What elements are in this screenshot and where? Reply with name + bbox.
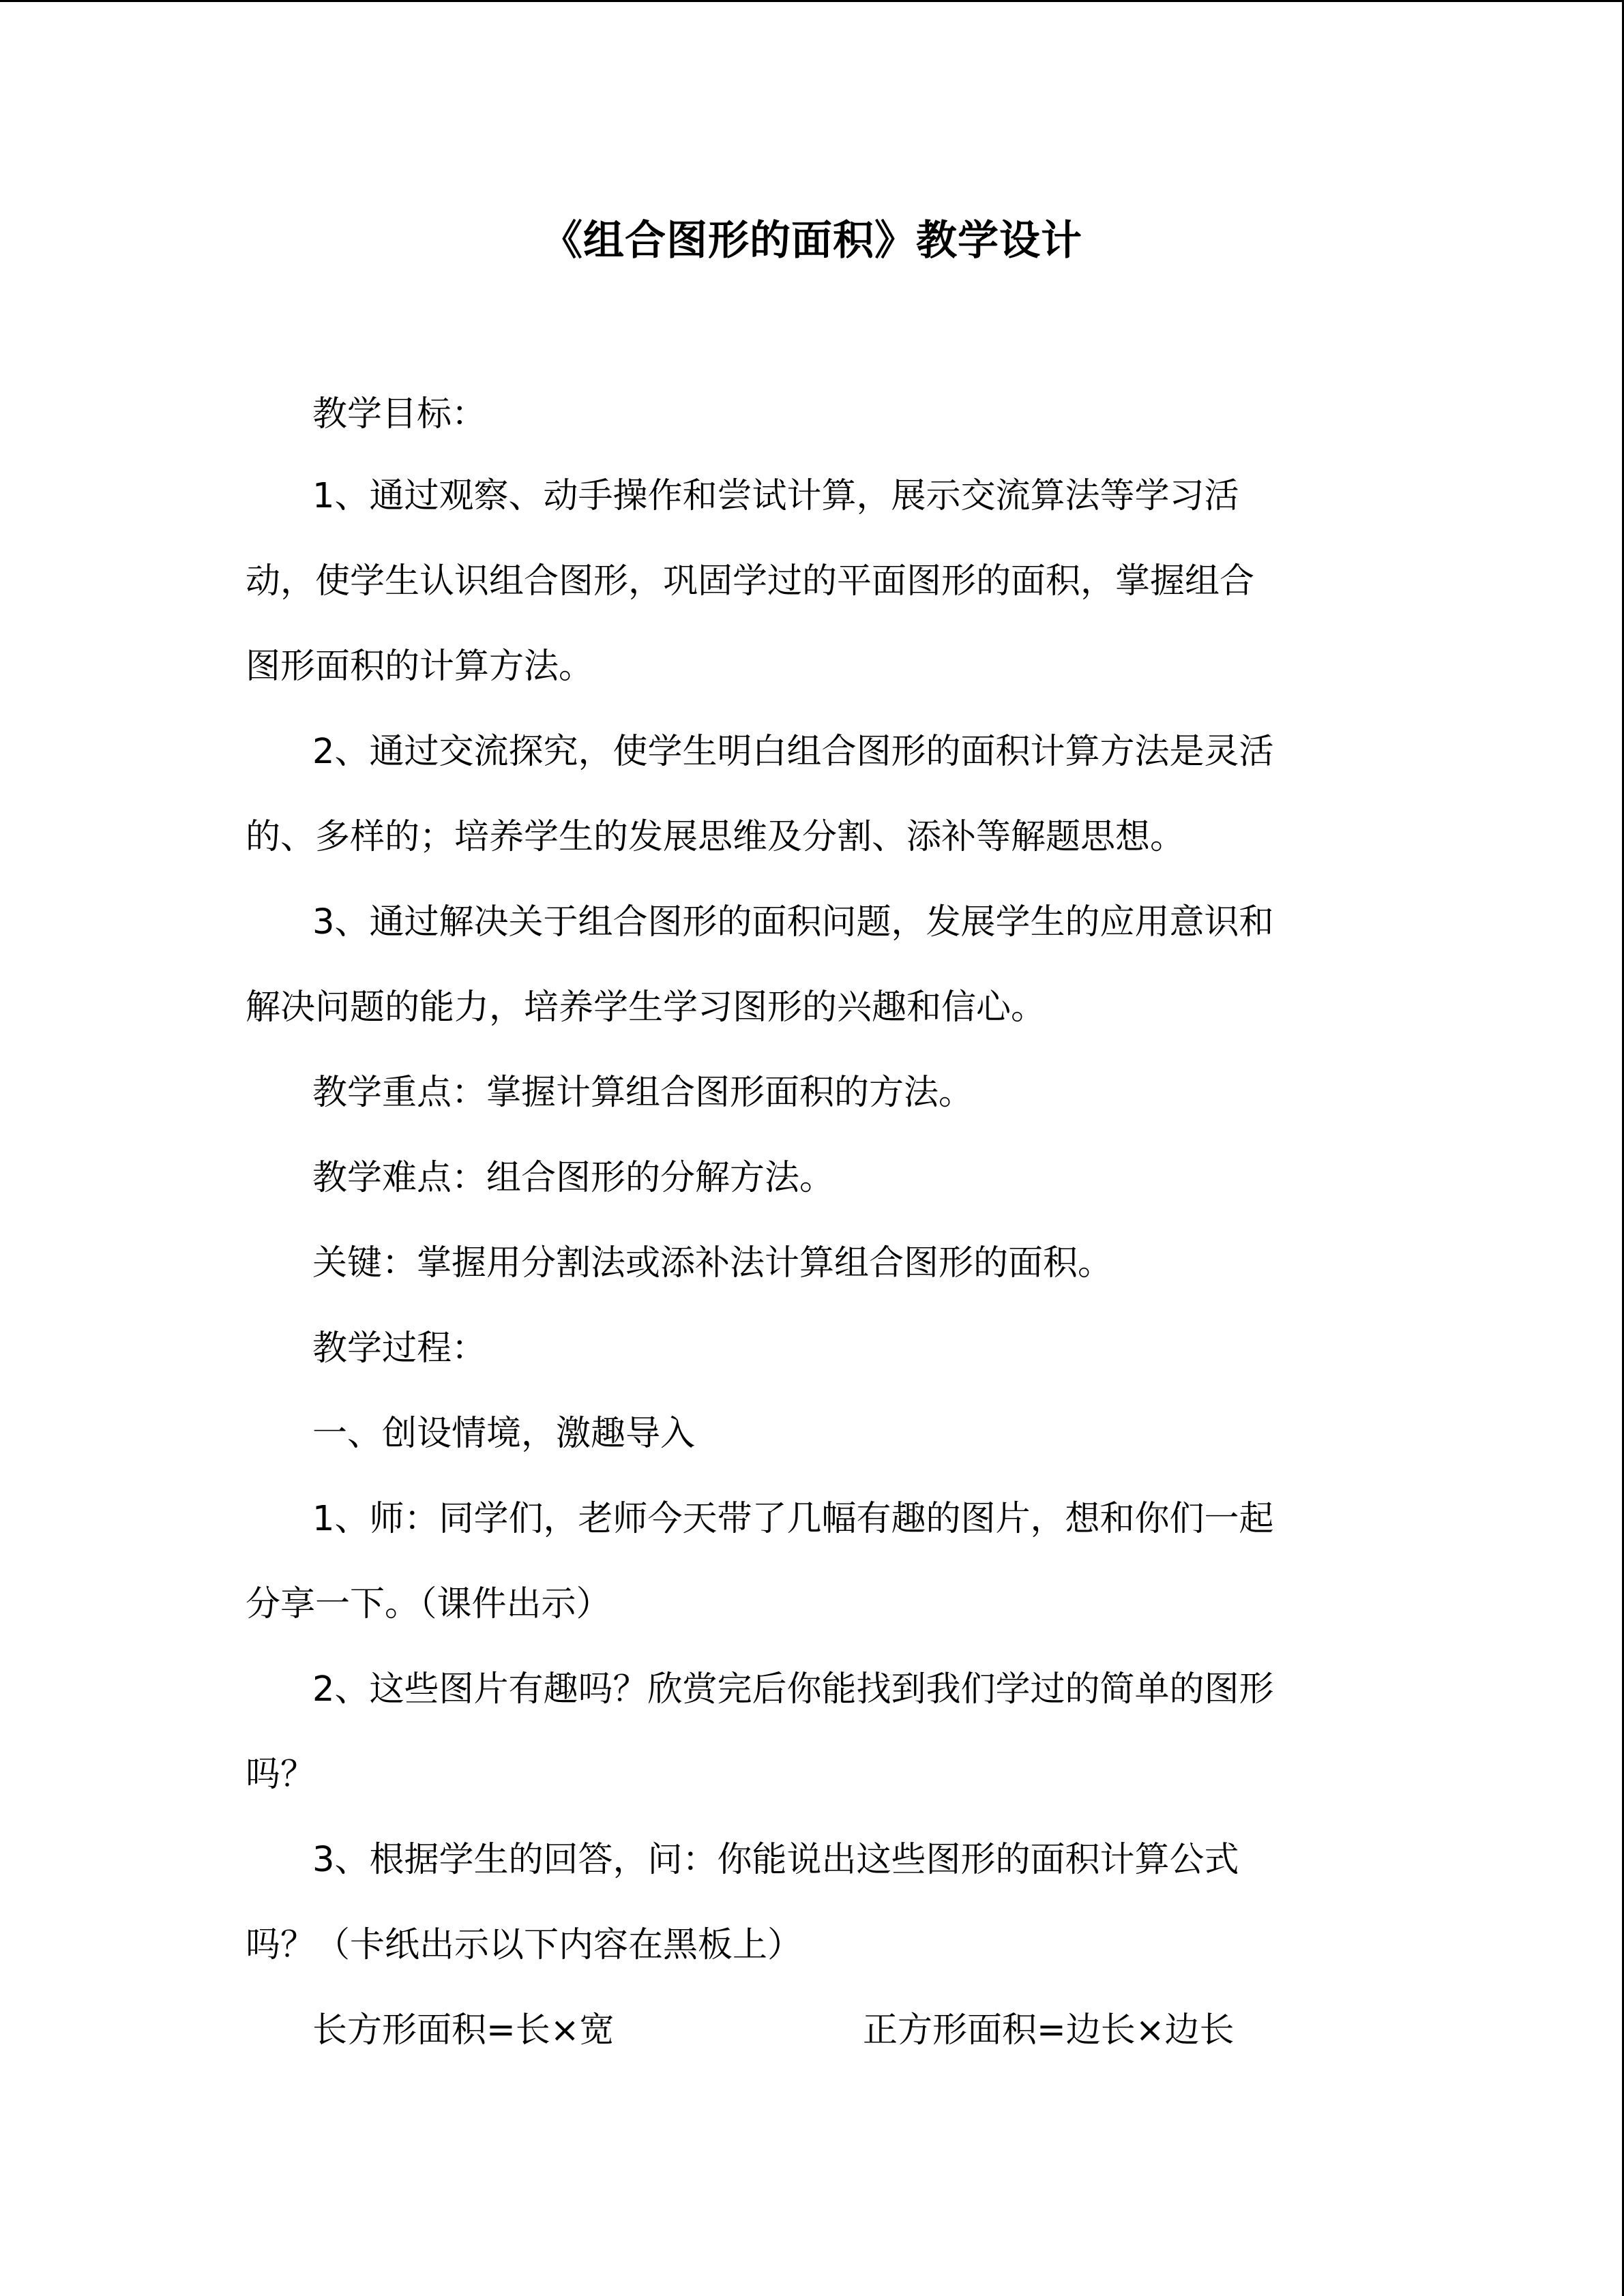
paragraph-line: 1、通过观察、动手操作和尝试计算，展示交流算法等学习活 (312, 476, 1239, 516)
difficulty-line: 教学难点：组合图形的分解方法。 (312, 1158, 835, 1198)
paragraph-line: 1、师：同学们，老师今天带了几幅有趣的图片，想和你们一起 (312, 1499, 1274, 1539)
process-heading: 教学过程： (312, 1328, 487, 1369)
formula-rectangle: 长方形面积=长×宽 (312, 2010, 615, 2051)
paragraph-objectives-heading: 教学目标： (312, 394, 487, 434)
paragraph-line: 的、多样的；培养学生的发展思维及分割、添补等解题思想。 (246, 817, 1185, 857)
paragraph-line: 分享一下。（课件出示） (246, 1584, 611, 1624)
paragraph-line: 3、通过解决关于组合图形的面积问题，发展学生的应用意识和 (312, 902, 1274, 942)
document-title: 《组合图形的面积》教学设计 (542, 217, 1082, 265)
section-heading: 一、创设情境，激趣导入 (312, 1414, 696, 1454)
paragraph-line: 解决问题的能力，培养学生学习图形的兴趣和信心。 (246, 987, 1046, 1028)
paragraph-line: 吗？（卡纸出示以下内容在黑板上） (246, 1925, 803, 1965)
key-point-line: 教学重点：掌握计算组合图形面积的方法。 (312, 1073, 974, 1113)
paragraph-line: 3、根据学生的回答，问：你能说出这些图形的面积计算公式 (312, 1840, 1239, 1880)
paragraph-line: 动，使学生认识组合图形，巩固学过的平面图形的面积，掌握组合 (246, 561, 1255, 601)
formula-square: 正方形面积=边长×边长 (863, 2010, 1235, 2051)
key-line: 关键：掌握用分割法或添补法计算组合图形的面积。 (312, 1243, 1113, 1283)
paragraph-line: 2、这些图片有趣吗？欣赏完后你能找到我们学过的简单的图形 (312, 1669, 1274, 1710)
paragraph-line: 图形面积的计算方法。 (246, 646, 594, 687)
paragraph-line: 2、通过交流探究，使学生明白组合图形的面积计算方法是灵活 (312, 732, 1274, 772)
paragraph-line: 吗？ (246, 1755, 316, 1795)
